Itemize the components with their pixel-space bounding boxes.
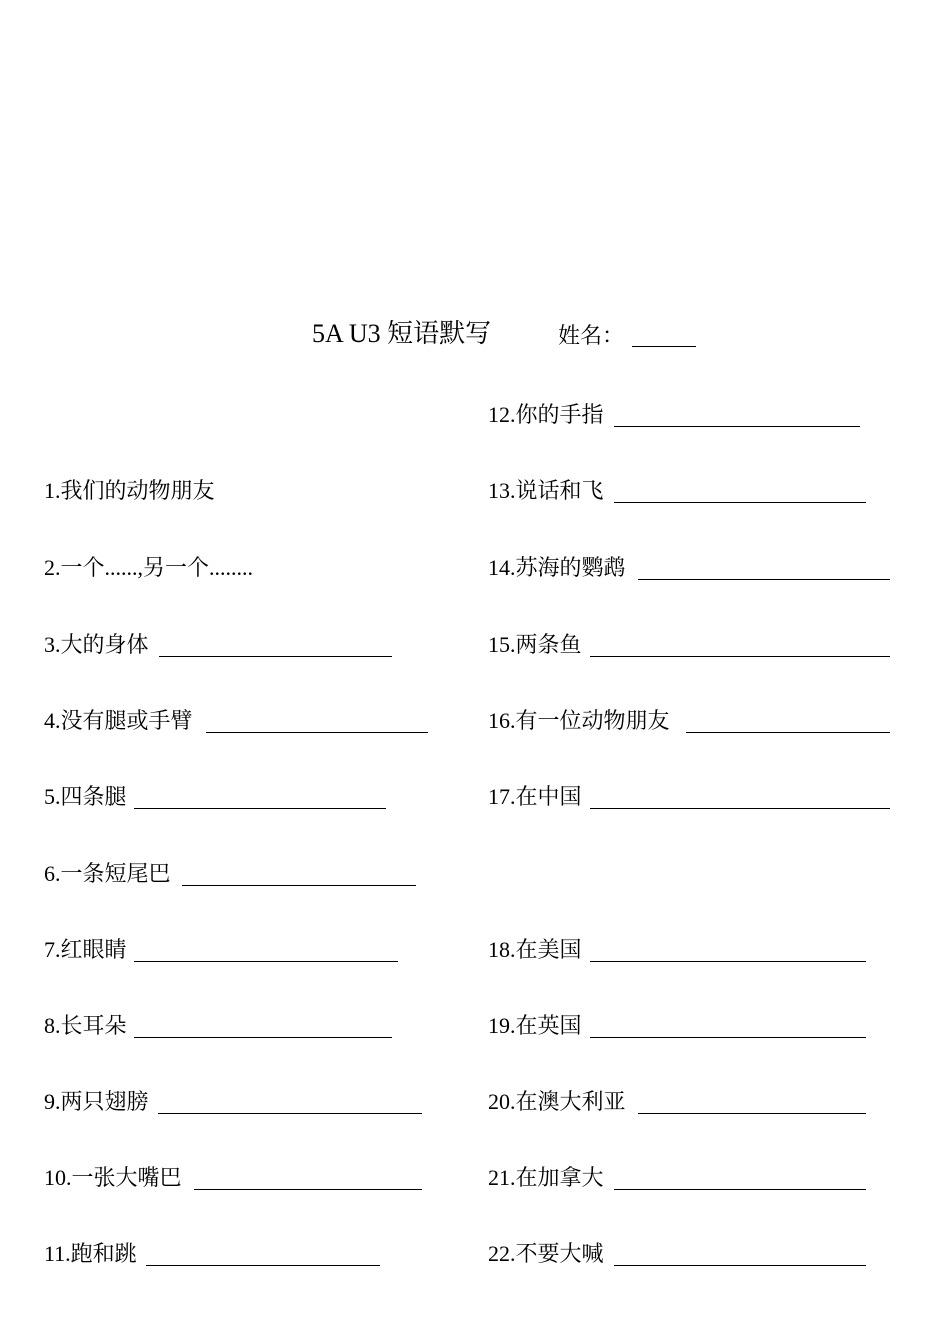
answer-blank[interactable] <box>590 656 890 657</box>
answer-blank[interactable] <box>159 656 392 657</box>
list-item <box>44 1087 422 1117</box>
answer-blank[interactable] <box>134 808 386 809</box>
answer-blank[interactable] <box>614 502 866 503</box>
item-label: 1.我们的动物朋友 <box>44 478 215 503</box>
list-item <box>44 782 386 812</box>
list-item <box>44 553 253 583</box>
item-label: 12.你的手指 <box>488 402 604 427</box>
item-label: 20.在澳大利亚 <box>488 1089 626 1114</box>
list-item <box>44 859 416 889</box>
answer-blank[interactable] <box>194 1189 422 1190</box>
list-item <box>488 1011 866 1041</box>
answer-blank[interactable] <box>614 1265 866 1266</box>
answer-blank[interactable] <box>686 732 890 733</box>
item-label: 3.大的身体 <box>44 632 149 657</box>
item-label: 15.两条鱼 <box>488 632 582 657</box>
list-item <box>488 935 866 965</box>
item-label: 7.红眼睛 <box>44 937 127 962</box>
answer-blank[interactable] <box>134 1037 392 1038</box>
answer-blank[interactable] <box>158 1113 422 1114</box>
list-item <box>488 1163 866 1193</box>
list-item <box>488 1239 866 1269</box>
list-item <box>488 476 866 506</box>
answer-blank[interactable] <box>146 1265 380 1266</box>
answer-blank[interactable] <box>182 885 416 886</box>
item-label: 18.在美国 <box>488 937 582 962</box>
answer-blank[interactable] <box>638 579 890 580</box>
answer-blank[interactable] <box>614 426 860 427</box>
list-item <box>488 553 890 583</box>
list-item <box>44 1239 380 1269</box>
page-title: 5A U3 短语默写 <box>312 319 492 348</box>
item-label: 21.在加拿大 <box>488 1165 604 1190</box>
item-label: 8.长耳朵 <box>44 1013 127 1038</box>
answer-blank[interactable] <box>590 808 890 809</box>
item-label: 5.四条腿 <box>44 784 127 809</box>
item-label: 2.一个......,另一个........ <box>44 555 254 580</box>
item-label: 6.一条短尾巴 <box>44 861 171 886</box>
list-item <box>44 1163 422 1193</box>
item-label: 14.苏海的鹦鹉 <box>488 555 626 580</box>
list-item <box>488 400 860 430</box>
item-label: 9.两只翅膀 <box>44 1089 149 1114</box>
list-item <box>488 1087 866 1117</box>
list-item <box>44 630 392 660</box>
answer-blank[interactable] <box>134 961 398 962</box>
answer-blank[interactable] <box>638 1113 866 1114</box>
item-label: 22.不要大喊 <box>488 1241 604 1266</box>
item-label: 16.有一位动物朋友 <box>488 708 670 733</box>
item-label: 4.没有腿或手臂 <box>44 708 193 733</box>
list-item <box>44 706 428 736</box>
name-blank[interactable] <box>632 346 696 347</box>
list-item <box>44 935 398 965</box>
list-item <box>488 706 890 736</box>
answer-blank[interactable] <box>590 1037 866 1038</box>
item-label: 13.说话和飞 <box>488 478 604 503</box>
answer-blank[interactable] <box>590 961 866 962</box>
item-label: 11.跑和跳 <box>44 1241 137 1266</box>
list-item <box>488 630 890 660</box>
list-item <box>44 476 215 506</box>
answer-blank[interactable] <box>206 732 428 733</box>
item-label: 19.在英国 <box>488 1013 582 1038</box>
list-item <box>488 782 890 812</box>
title-row <box>0 316 950 356</box>
answer-blank[interactable] <box>614 1189 866 1190</box>
item-label: 10.一张大嘴巴 <box>44 1165 182 1190</box>
list-item <box>44 1011 392 1041</box>
item-label: 17.在中国 <box>488 784 582 809</box>
name-label: 姓名： <box>558 323 625 348</box>
